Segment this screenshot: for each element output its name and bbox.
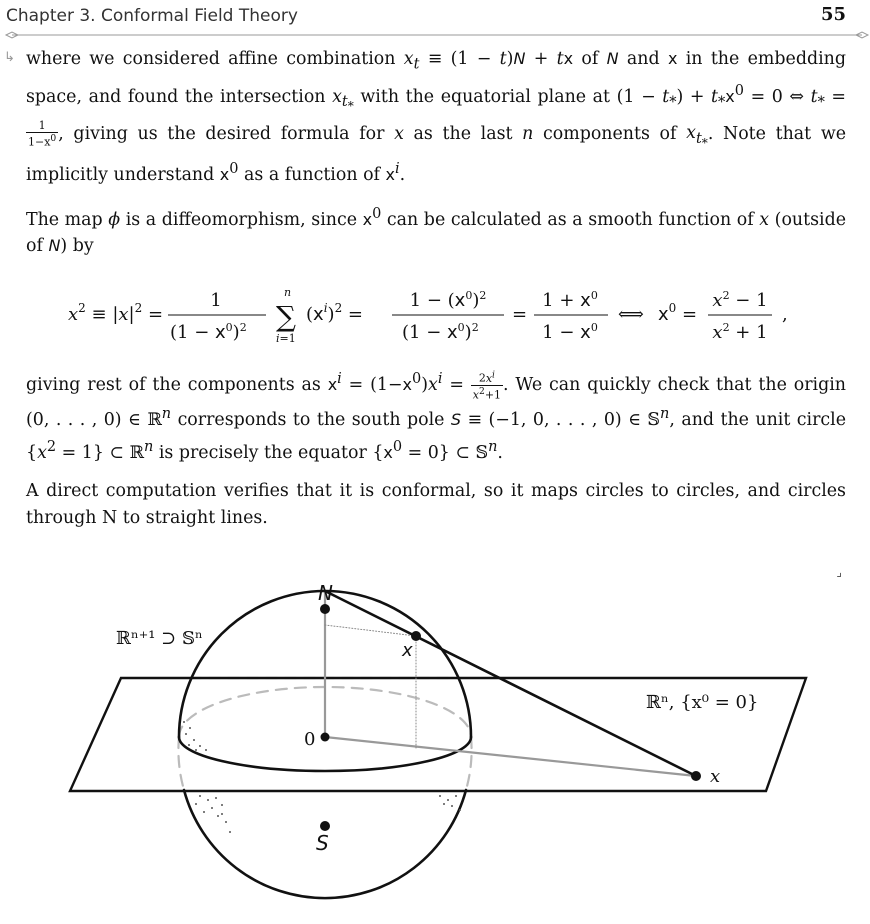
svg-text:1: 1 — [210, 290, 222, 311]
projection-line — [325, 591, 696, 776]
svg-text:,: , — [782, 304, 788, 325]
paragraph-4: A direct computation verifies that it is conformal, so it maps circles to circles, and circles through N to straight lines. — [26, 481, 846, 528]
equator-front — [179, 737, 471, 771]
svg-text:1 + x0: $1 + x^0$ — [542, 289, 598, 311]
svg-text:x2 + 1: $x^2 + 1$ — [712, 321, 768, 343]
label-x-sphere: x — [402, 640, 413, 661]
svg-text:x2 ≡ |x|2 =: $x^2 \equiv |x|^2$ = — [68, 301, 164, 325]
point-S — [320, 821, 330, 831]
label-plane: ℝⁿ, {x⁰ = 0} — [646, 692, 759, 713]
point-N — [320, 604, 330, 614]
svg-text:(xi)2 =: $(x^i)^2$ = — [306, 301, 364, 325]
svg-text:n: n — [284, 286, 292, 299]
paragraph-1: where we considered affine combination $x_t \equiv (1 - t)N$ + tx of N and x in the embedding space, and found the intersection $x_{t_*}$ with the equatorial plane at $(1 - t_*) + t_*x^0 = 0$ ⇔ $t_*$ = $\frac{1}{1-x^0}$ , giving us the desired formula for x as the last n components of $x_{t_*}$. Note that we implicitly understand $x^0$ as a function of $x^i$. — [26, 49, 846, 186]
svg-text:(1 − x0)2: $(1 - x^0)^2$ — [402, 321, 479, 343]
equation-svg — [68, 278, 828, 350]
figure-svg — [0, 581, 870, 920]
header-rule — [6, 30, 868, 40]
label-embedding: ℝⁿ⁺¹ ⊃ 𝕊ⁿ — [116, 628, 203, 649]
continuation-arrow-icon: ↳ — [4, 50, 15, 65]
label-origin: 0 — [304, 729, 316, 750]
label-N: N — [318, 581, 333, 605]
label-S: S — [316, 831, 329, 855]
paragraph-3: giving rest of the components as $x^i = (1-x^0)x^i$ = $\frac{2x^i}{x^2+1}$ . We can quickly check that the origin (0, . . . , 0) ∈ ℝ$^n$ corresponds to the south pole S ≡ (−1, 0, . . . , 0) ∈ 𝕊$^n$, and the unit circle $\{x^2 = 1\}$ ⊂ ℝ$^n$ is precisely the equator $\{x^0 = 0\}$ ⊂ 𝕊$^n$. — [26, 369, 846, 463]
svg-text:x0 =: $x^0$ = — [658, 301, 698, 325]
page-body-lower — [26, 366, 846, 543]
svg-text:1 − (x0)2: $1 - (x^0)^2$ — [409, 289, 487, 311]
point-x-plane — [691, 771, 701, 781]
point-origin — [321, 733, 330, 742]
paragraph-2: The map ϕ is a diffeomorphism, since $x^0$ can be calculated as a smooth function of x (outside of N) by — [26, 205, 847, 256]
svg-text:x2 − 1: $x^2 - 1$ — [712, 289, 768, 311]
page-body — [26, 46, 846, 271]
svg-text:⟺: ⟺ — [618, 304, 644, 325]
chapter-title: Chapter 3. Conformal Field Theory — [6, 6, 298, 26]
origin-to-x-line — [325, 737, 696, 776]
page-number: 55 — [820, 4, 846, 25]
svg-text:∑: ∑ — [276, 300, 296, 333]
display-equation — [68, 278, 828, 350]
page-header — [6, 4, 846, 34]
svg-text:=: = — [512, 304, 528, 325]
label-x-plane: x — [710, 766, 721, 787]
svg-text:(1 − x0)2: $(1 - x^0)^2$ — [170, 321, 247, 343]
end-of-proof-mark: ⌟ — [836, 565, 842, 579]
svg-text:1 − x0: $1 - x^0$ — [542, 321, 598, 343]
svg-text:i=1: i=1 — [276, 332, 296, 345]
stereographic-projection-figure — [0, 581, 870, 920]
